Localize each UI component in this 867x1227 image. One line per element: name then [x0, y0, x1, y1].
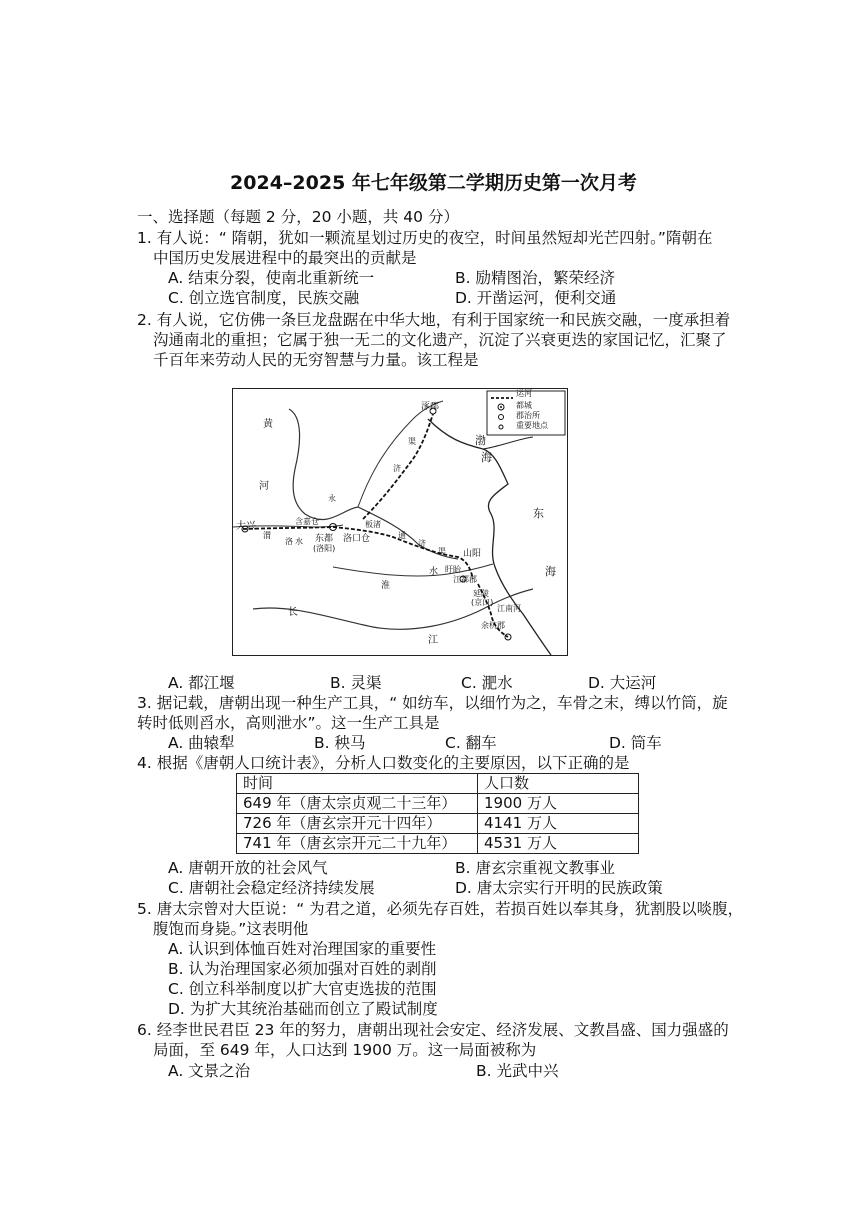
label-daxing: 大兴: [236, 521, 256, 532]
q1-stem-line1: 1. 有人说：“ 隋朝，犹如一颗流星划过历史的夜空，时间虽然短却光芒四射。”隋朝在: [137, 229, 713, 247]
label-tongji-1: 通: [398, 531, 406, 540]
q5-option-b: B. 认为治理国家必须加强对百姓的剥削: [168, 960, 437, 978]
label-tongji-3: 渠: [438, 547, 446, 556]
table-cell-population: 4531 万人: [478, 834, 639, 854]
q2-option-d: D. 大运河: [588, 674, 657, 692]
table-cell-time: 649 年（唐太宗贞观二十三年）: [237, 794, 478, 814]
q6-option-b: B. 光武中兴: [476, 1062, 559, 1080]
label-tongji-2: 济: [418, 539, 426, 548]
yellow-river-north-bend: [358, 401, 443, 507]
label-donghai-1: 东: [533, 507, 544, 520]
q1-option-b: B. 励精图治，繁荣经济: [455, 269, 615, 287]
label-yongji-3: 渠: [408, 437, 416, 446]
q5-option-d: D. 为扩大其统治基础而创立了殿试制度: [168, 1000, 438, 1018]
q5-stem-line1: 5. 唐太宗曾对大臣说：“ 为君之道，必须先存百姓，若损百姓以奉其身，犹割股以啖腹，: [137, 900, 744, 918]
q5-option-a: A. 认识到体恤百姓对治理国家的重要性: [168, 940, 437, 958]
label-hanjia: 含嘉仓: [295, 517, 319, 526]
q2-option-a: A. 都江堰: [168, 674, 235, 692]
q3-stem-line2: 转时低则舀水，高则泄水”。这一生产工具是: [137, 714, 440, 732]
label-shanyang: 山阳: [463, 549, 482, 559]
q3-stem-line1: 3. 据记载，唐朝出现一种生产工具，“ 如纺车，以细竹为之，车骨之末，缚以竹筒，旋: [137, 694, 728, 712]
q1-stem-line2: 中国历史发展进程中的最突出的贡献是: [153, 249, 417, 267]
label-luoyang: (洛阳): [313, 544, 336, 553]
label-yongji-2: 济: [393, 464, 401, 473]
q4-option-c: C. 唐朝社会稳定经济持续发展: [168, 879, 375, 897]
table-row: [237, 814, 639, 834]
label-bohai-1: 渤: [475, 434, 486, 447]
label-huaishui-2: 水: [429, 567, 439, 577]
q4-stem-line1: 4. 根据《唐朝人口统计表》，分析人口数变化的主要原因，以下正确的是: [137, 754, 630, 772]
label-jingkou-alias: (京口): [471, 598, 494, 607]
label-luokoucang: 洛口仓: [343, 534, 371, 544]
label-jiangdu: 江都郡: [453, 575, 477, 584]
label-donghai-2: 海: [545, 565, 556, 578]
q2-option-b: B. 灵渠: [330, 674, 382, 692]
q4-option-a: A. 唐朝开放的社会风气: [168, 859, 328, 877]
page-title: 2024–2025 年七年级第二学期历史第一次月考: [230, 172, 637, 194]
q4-option-d: D. 唐太宗实行开明的民族政策: [455, 879, 663, 897]
label-changjiang-2: 江: [428, 635, 438, 646]
label-yongji-1: 永: [328, 494, 336, 503]
table-cell-population: 4141 万人: [478, 814, 639, 834]
q3-option-b: B. 秧马: [314, 734, 366, 752]
label-zhuojun: 涿郡: [421, 402, 440, 412]
label-luoshui-1: 洛: [285, 537, 293, 546]
q5-stem-line2: 腹饱而身毙。”这表明他: [153, 920, 309, 938]
q3-option-a: A. 曲辕犁: [168, 734, 235, 752]
q6-option-a: A. 文景之治: [168, 1062, 251, 1080]
q1-option-c: C. 创立选官制度，民族交融: [168, 289, 360, 307]
q6-stem-line2: 局面，至 649 年，人口达到 1900 万。这一局面被称为: [153, 1041, 537, 1059]
label-yuhang: 余杭郡: [481, 621, 505, 630]
legend-canal-label: 运河: [516, 389, 532, 398]
q2-stem-line3: 千百年来劳动人民的无穷智慧与力量。该工程是: [153, 351, 479, 369]
label-huanghe-1: 黄: [263, 419, 273, 430]
label-huaishui-1: 淮: [381, 581, 391, 591]
table-cell-population: 1900 万人: [478, 794, 639, 814]
table-header-time: 时间: [237, 774, 478, 794]
q3-option-d: D. 筒车: [609, 734, 662, 752]
table-header-row: [237, 774, 639, 794]
table-cell-time: 741 年（唐玄宗开元二十九年）: [237, 834, 478, 854]
q6-stem-line1: 6. 经李世民君臣 23 年的努力，唐朝出现社会安定、经济发展、文教昌盛、国力强盛的: [137, 1021, 729, 1039]
legend-capital-label: 都城: [516, 401, 532, 410]
table-row: [237, 794, 639, 814]
q3-option-c: C. 翻车: [445, 734, 497, 752]
label-changjiang-1: 长: [288, 607, 298, 618]
population-table: [236, 773, 639, 854]
q2-stem-line1: 2. 有人说，它仿佛一条巨龙盘踞在中华大地，有利于国家统一和民族交融，一度承担着: [137, 311, 731, 329]
label-bohai-2: 海: [481, 451, 492, 464]
label-huanghe-2: 河: [259, 481, 269, 492]
q1-option-d: D. 开凿运河，便利交通: [455, 289, 617, 307]
label-weishui: 渭: [263, 531, 271, 540]
label-jingkou: 延陵: [473, 589, 489, 598]
table-header-population: 人口数: [478, 774, 639, 794]
label-dongdu: 东都: [315, 534, 334, 544]
table-cell-time: 726 年（唐玄宗开元十四年）: [237, 814, 478, 834]
q2-stem-line2: 沟通南北的重担；它属于独一无二的文化遗产，沉淀了兴衰更迭的家国记忆，汇聚了: [153, 331, 727, 349]
legend-prefecture-label: 郡治所: [516, 411, 540, 420]
section-heading: 一、选择题（每题 2 分，20 小题，共 40 分）: [137, 208, 459, 226]
q4-option-b: B. 唐玄宗重视文教事业: [455, 859, 615, 877]
label-xuyi: 盱眙: [445, 565, 461, 574]
grand-canal-map: [232, 388, 568, 656]
q5-option-c: C. 创立科举制度以扩大官吏选拔的范围: [168, 980, 437, 998]
label-banzhu: 板渚: [365, 520, 381, 529]
shandong-coast: [483, 437, 533, 449]
q2-option-c: C. 淝水: [461, 674, 513, 692]
table-row: [237, 834, 639, 854]
label-jiangnan-canal: 江南河: [497, 604, 521, 613]
q1-option-a: A. 结束分裂，使南北重新统一: [168, 269, 375, 287]
legend-place-label: 重要地点: [516, 421, 548, 430]
label-luoshui-2: 水: [295, 537, 303, 546]
